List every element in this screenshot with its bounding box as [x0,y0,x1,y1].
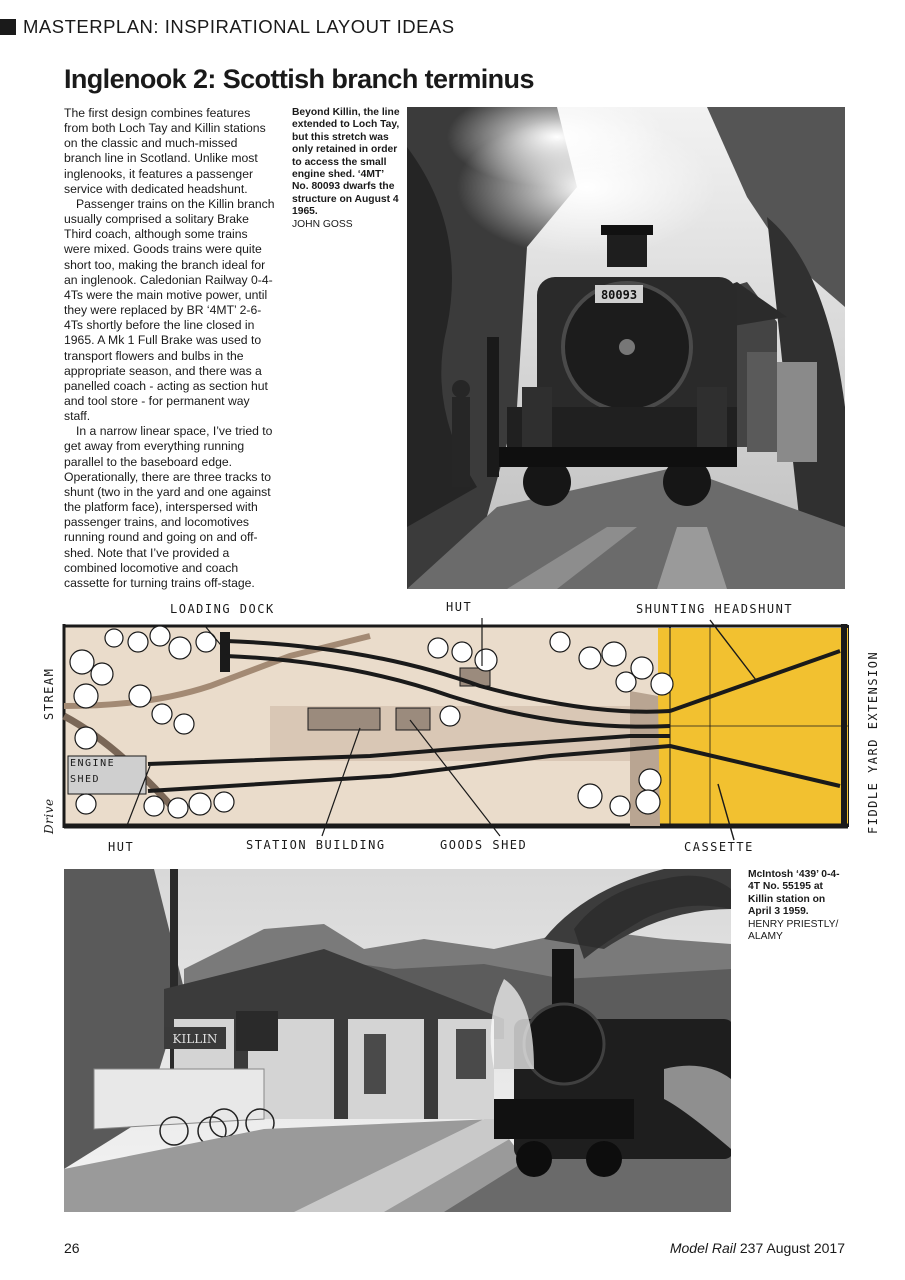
label-stream: STREAM [42,667,56,720]
photo-caption-top [292,107,400,231]
photo-credit: HENRY PRIESTLY/ ALAMY [748,918,839,943]
section-kicker [0,14,455,40]
photo-caption-bottom [748,869,848,943]
label-shunting-headshunt: SHUNTING HEADSHUNT [636,602,794,616]
label-cassette: CASSETTE [684,840,754,854]
magazine-footer [670,1240,845,1256]
smokebox-number: 80093 [600,288,638,302]
label-shed: SHED [70,774,101,785]
label-drive: Drive [42,798,56,834]
body-paragraph: Passenger trains on the Killin branch usually comprised a solitary Brake Third coach, although some trains were mixed. Goods trains were quite short too, making the branch ideal for an inglenook. Caledonian Railway 0-4-4Ts were the main motive power, until they were replaced by BR ‘4MT’ 2-6-4Ts shortly before the line closed in 1965. A Mk 1 Full Brake was used to transport flowers and bulbs in the appropriate season, and there was a panelled coach - acting as section hut and tool store - for permanent way staff. [64,196,275,424]
issue-info: 237 August 2017 [739,1240,845,1256]
station-sign: KILLIN [172,1032,218,1046]
photo-credit: JOHN GOSS [292,218,353,230]
killin-station-photo [64,869,731,1212]
track-plan-diagram [30,596,890,862]
magazine-title: Model Rail [669,1240,736,1256]
body-paragraph: In a narrow linear space, I’ve tried to get away from everything running parallel to the baseboard edge. Operationally, there are three tracks to shunt (two in the yard and one against the platform face), interspersed with passenger trains, and locomotives running round and going on and off-shed. Note that I’ve provided a combined locomotive and coach cassette for turning trains off-stage. [64,424,273,590]
label-goods-shed: GOODS SHED [440,838,528,852]
kicker-square-icon [0,19,16,35]
label-hut-top: HUT [446,600,473,614]
label-engine: ENGINE [70,758,116,769]
label-hut-bottom: HUT [108,840,135,854]
article-body [64,106,276,591]
locomotive-photo [407,107,845,589]
label-loading-dock: LOADING DOCK [170,602,275,616]
label-fiddle-yard-extension: FIDDLE YARD EXTENSION [866,650,880,834]
label-station-building: STATION BUILDING [246,838,386,852]
article-title: Inglenook 2: Scottish branch terminus [64,64,534,94]
body-paragraph: The first design combines features from both Loch Tay and Killin stations on the classic and much-missed branch line in Scotland. Unlike most inglenooks, it features a passenger service with dedicated headshunt. [64,106,266,196]
caption-text: Beyond Killin, the line extended to Loch Tay, but this stretch was only retained in order to access the small engine shed. ‘4MT’ No. 80093 dwarfs the structure on August 4 1965. [292,107,400,218]
section-title: MASTERPLAN: INSPIRATIONAL LAYOUT IDEAS [23,16,455,37]
caption-text: McIntosh ‘439’ 0-4-4T No. 55195 at Killin station on April 3 1959. [748,869,840,918]
page-number: 26 [64,1240,80,1256]
